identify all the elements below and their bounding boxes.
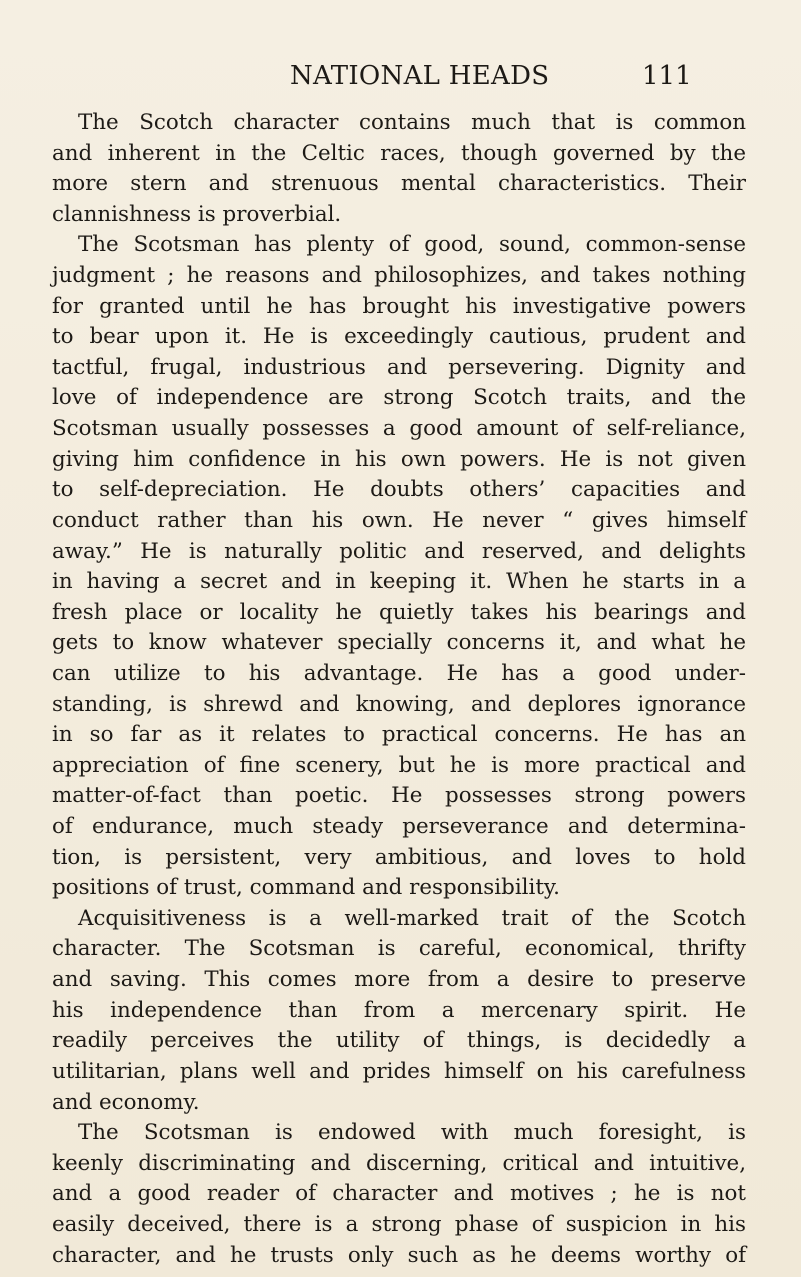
running-head [0,58,801,94]
text-line: and economy. [52,1089,200,1115]
text-line: keenly discriminating and discerning, critical and intuitive, [52,1150,746,1176]
text-line: of endurance, much steady perseverance and determina- [52,814,746,840]
running-title: NATIONAL HEADS [290,61,550,91]
text-line: fresh place or locality he quietly takes his bearings and [52,599,746,625]
text-line: clannishness is proverbial. [52,201,342,227]
text-line: easily deceived, there is a strong phase of suspicion in his [52,1211,746,1237]
text-line: utilitarian, plans well and prides himself on his carefulness [52,1058,746,1084]
text-line: and a good reader of character and motives ; he is not [52,1181,746,1207]
text-line: can utilize to his advantage. He has a good under- [52,660,746,686]
text-line: Scotsman usually possesses a good amount of self-reliance, [52,416,746,442]
text-line: and inherent in the Celtic races, though governed by the [52,140,746,166]
text-line: gets to know whatever specially concerns it, and what he [52,630,746,656]
text-line: in having a secret and in keeping it. When he starts in a [52,569,746,595]
text-line: positions of trust, command and responsibility. [52,875,560,901]
text-line: standing, is shrewd and knowing, and deplores ignorance [52,691,746,717]
page-number: 111 [642,61,692,91]
text-line: in so far as it relates to practical concerns. He has an [52,722,746,748]
text-line: Acquisitiveness is a well-marked trait of the Scotch [78,905,746,931]
text-line: and saving. This comes more from a desire to preserve [52,967,746,993]
text-line: The Scotsman is endowed with much foresight, is [78,1120,746,1146]
text-line: appreciation of fine scenery, but he is more practical and [52,752,746,778]
text-line: conduct rather than his own. He never “ gives himself [52,507,746,533]
text-line: to bear upon it. He is exceedingly cautious, prudent and [52,324,746,350]
text-line: his independence than from a mercenary spirit. He [52,997,746,1023]
text-line: judgment ; he reasons and philosophizes, and takes nothing [52,263,746,289]
text-line: love of independence are strong Scotch traits, and the [52,385,746,411]
text-line: away.” He is naturally politic and reserved, and delights [52,538,746,564]
text-line: matter-of-fact than poetic. He possesses strong powers [52,783,746,809]
text-line: character. The Scotsman is careful, economical, thrifty [52,936,746,962]
text-line: tactful, frugal, industrious and persevering. Dignity and [52,354,746,380]
body-text [52,108,746,1271]
text-line: tion, is persistent, very ambitious, and loves to hold [52,844,746,870]
text-line: The Scotch character contains much that is common [78,110,746,135]
text-line: for granted until he has brought his investigative powers [52,293,746,319]
text-line: giving him confidence in his own powers. He is not given [52,446,746,472]
text-line: character, and he trusts only such as he deems worthy of [52,1242,746,1268]
text-line: to self-depreciation. He doubts others’ capacities and [52,477,746,503]
text-line: more stern and strenuous mental characteristics. Their [52,171,746,197]
text-line: The Scotsman has plenty of good, sound, common-sense [78,232,746,258]
text-line: readily perceives the utility of things, is decidedly a [52,1028,746,1054]
